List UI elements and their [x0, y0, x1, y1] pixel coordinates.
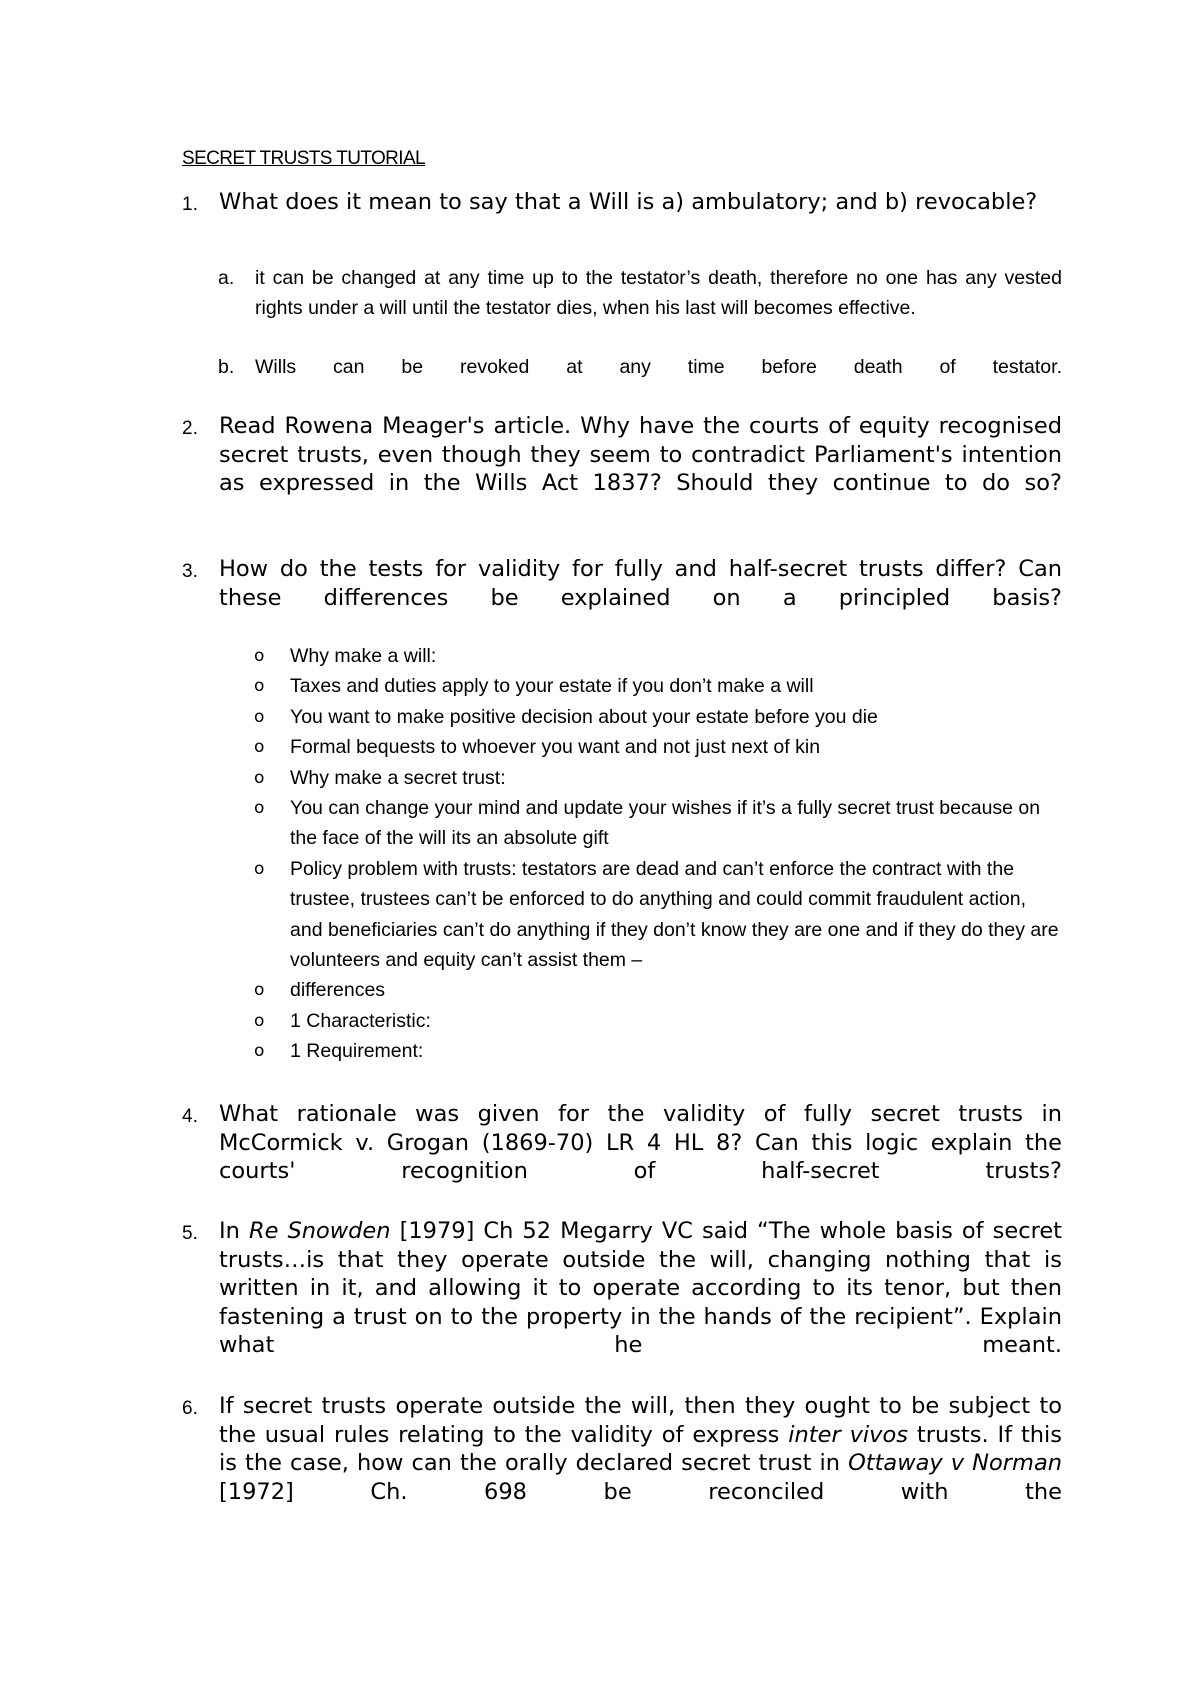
- question-5: [182, 1217, 1062, 1360]
- list-item: o Taxes and duties apply to your estate if you don’t make a will: [254, 671, 1062, 701]
- list-item: o Formal bequests to whoever you want and not just next of kin: [254, 732, 1062, 762]
- answer-letter: a.: [218, 267, 235, 289]
- bullet-marker: o: [254, 1010, 265, 1031]
- question-text: If secret trusts operate outside the will, then they ought to be subject to the usual rules relating to the validity of express inter vivos trusts. If this is the case, how can the orally declared secret trust in Ottaway v Norman [1972] Ch. 698 be reconciled with the: [219, 1393, 1062, 1505]
- bullet-marker: o: [254, 706, 265, 727]
- answer-1b: [218, 352, 1062, 382]
- list-item: o 1 Characteristic:: [254, 1006, 1062, 1036]
- question-1: [182, 188, 1062, 217]
- list-item: o You can change your mind and update your wishes if it’s a fully secret trust because on the face of the will its an absolute gift: [254, 793, 1062, 854]
- question-text: What rationale was given for the validity of fully secret trusts in McCormick v. Grogan (1869-70) LR 4 HL 8? Can this logic explain the courts' recognition of half-secret trusts?: [219, 1101, 1062, 1184]
- list-item: o 1 Requirement:: [254, 1036, 1062, 1066]
- question-number: 5.: [182, 1223, 198, 1244]
- question-number: 2.: [182, 418, 198, 439]
- question-number: 3.: [182, 561, 198, 582]
- question-text: Read Rowena Meager's article. Why have the courts of equity recognised secret trusts, even though they seem to contradict Parliament's intention as expressed in the Wills Act 1837? Should they continue to do so?: [219, 413, 1062, 496]
- list-item: o You want to make positive decision about your estate before you die: [254, 702, 1062, 732]
- answer-1a: [218, 263, 1062, 323]
- question-number: 1.: [182, 194, 198, 215]
- question-text: What does it mean to say that a Will is a) ambulatory; and b) revocable?: [219, 189, 1038, 215]
- question-text: How do the tests for validity for fully and half-secret trusts differ? Can these differences be explained on a principled basis?: [219, 556, 1062, 611]
- list-item: o Why make a will:: [254, 641, 1062, 671]
- question-number: 6.: [182, 1398, 198, 1419]
- bullet-marker: o: [254, 858, 265, 879]
- bullet-marker: o: [254, 646, 265, 666]
- bullet-marker: o: [254, 1041, 265, 1062]
- latin-term: inter vivos: [788, 1421, 908, 1448]
- case-name: Ottaway v Norman: [848, 1450, 1062, 1476]
- question-3-notes: [254, 641, 1062, 1067]
- bullet-marker: o: [254, 980, 265, 1001]
- answer-text: Wills can be revoked at any time before death of testator.: [255, 356, 1062, 378]
- question-2: [182, 412, 1062, 498]
- question-4: [182, 1100, 1062, 1186]
- list-item: o differences: [254, 975, 1062, 1005]
- document-title: SECRET TRUSTS TUTORIAL: [182, 148, 426, 169]
- question-number: 4.: [182, 1106, 198, 1127]
- list-item: o Why make a secret trust:: [254, 763, 1062, 793]
- bullet-marker: o: [254, 767, 265, 788]
- question-3: [182, 555, 1062, 612]
- list-item: o Policy problem with trusts: testators are dead and can’t enforce the contract with the trustee, trustees can’t be enforced to do anything and could commit fraudulent action, and beneficiaries can’t do anything if they don’t know they are one and if they do they are volunteers and equity can’t assist them –: [254, 854, 1062, 976]
- bullet-marker: o: [254, 737, 265, 758]
- bullet-marker: o: [254, 798, 265, 819]
- answer-letter: b.: [218, 356, 235, 378]
- question-6: [182, 1392, 1062, 1506]
- bullet-marker: o: [254, 676, 265, 697]
- case-name: Re Snowden: [248, 1218, 391, 1244]
- question-text: In Re Snowden [1979] Ch 52 Megarry VC said “The whole basis of secret trusts…is that they operate outside the will, changing nothing that is written in it, and allowing it to operate according to its tenor, but then fastening a trust on to the property in the hands of the recipient”. Explain what he meant.: [219, 1218, 1062, 1358]
- answer-text: it can be changed at any time up to the testator’s death, therefore no one has any vested rights under a will until the testator dies, when his last will becomes effective.: [255, 267, 1062, 319]
